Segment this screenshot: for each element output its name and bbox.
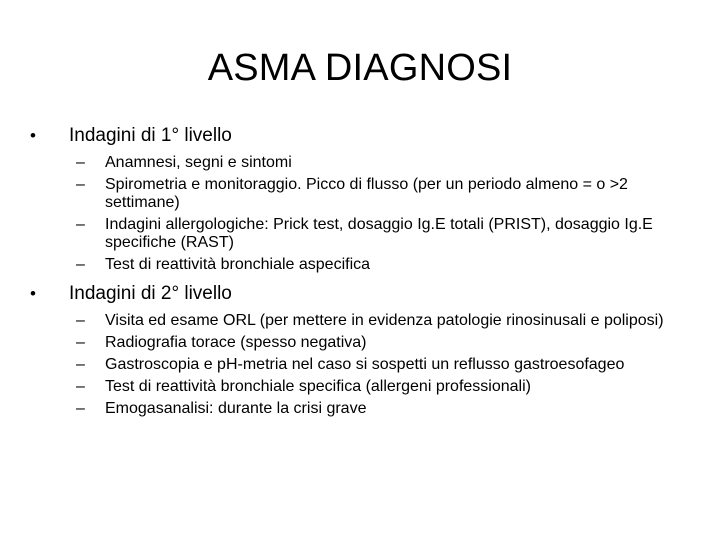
- sub-bullet-item: [30, 154, 690, 172]
- sub-bullet-item: [30, 256, 690, 274]
- sub-bullet-item: [30, 378, 690, 396]
- sub-bullet-text: Test di reattività bronchiale specifica (allergeni professionali): [105, 378, 531, 395]
- sub-bullet-text: Emogasanalisi: durante la crisi grave: [105, 400, 367, 417]
- bullet-icon: •: [30, 126, 36, 145]
- sub-bullet-item: [30, 400, 690, 418]
- bullet-item-level1: [30, 282, 690, 306]
- dash-icon: –: [76, 216, 85, 233]
- dash-icon: –: [76, 378, 85, 395]
- dash-icon: –: [76, 256, 85, 273]
- dash-icon: –: [76, 154, 85, 171]
- bullet-heading: Indagini di 2° livello: [69, 283, 232, 304]
- sub-bullet-text: Test di reattività bronchiale aspecifica: [105, 256, 371, 273]
- sub-bullet-item: [30, 176, 690, 212]
- slide-content: [30, 124, 690, 426]
- dash-icon: –: [76, 356, 85, 373]
- sub-bullet-text: Indagini allergologiche: Prick test, dosaggio Ig.E totali (PRIST), dosaggio Ig.E specifiche (RAST): [105, 216, 653, 251]
- sub-bullet-item: [30, 356, 690, 374]
- sub-bullet-text: Visita ed esame ORL (per mettere in evidenza patologie rinosinusali e poliposi): [105, 312, 664, 329]
- slide-title: ASMA DIAGNOSI: [207, 47, 513, 89]
- dash-icon: –: [76, 334, 85, 351]
- sub-bullet-text: Spirometria e monitoraggio. Picco di flusso (per un periodo almeno = o >2 settimane): [105, 176, 628, 211]
- sub-bullet-text: Radiografia torace (spesso negativa): [105, 334, 367, 351]
- dash-icon: –: [76, 176, 85, 193]
- sub-bullet-text: Anamnesi, segni e sintomi: [105, 154, 292, 171]
- dash-icon: –: [76, 400, 85, 417]
- bullet-icon: •: [30, 284, 36, 303]
- bullet-item-level1: [30, 124, 690, 148]
- sub-bullet-list: [30, 312, 690, 418]
- dash-icon: –: [76, 312, 85, 329]
- sub-bullet-item: [30, 312, 690, 330]
- bullet-heading: Indagini di 1° livello: [69, 125, 232, 146]
- sub-bullet-list: [30, 154, 690, 274]
- sub-bullet-item: [30, 216, 690, 252]
- sub-bullet-item: [30, 334, 690, 352]
- sub-bullet-text: Gastroscopia e pH-metria nel caso si sospetti un reflusso gastroesofageo: [105, 356, 625, 373]
